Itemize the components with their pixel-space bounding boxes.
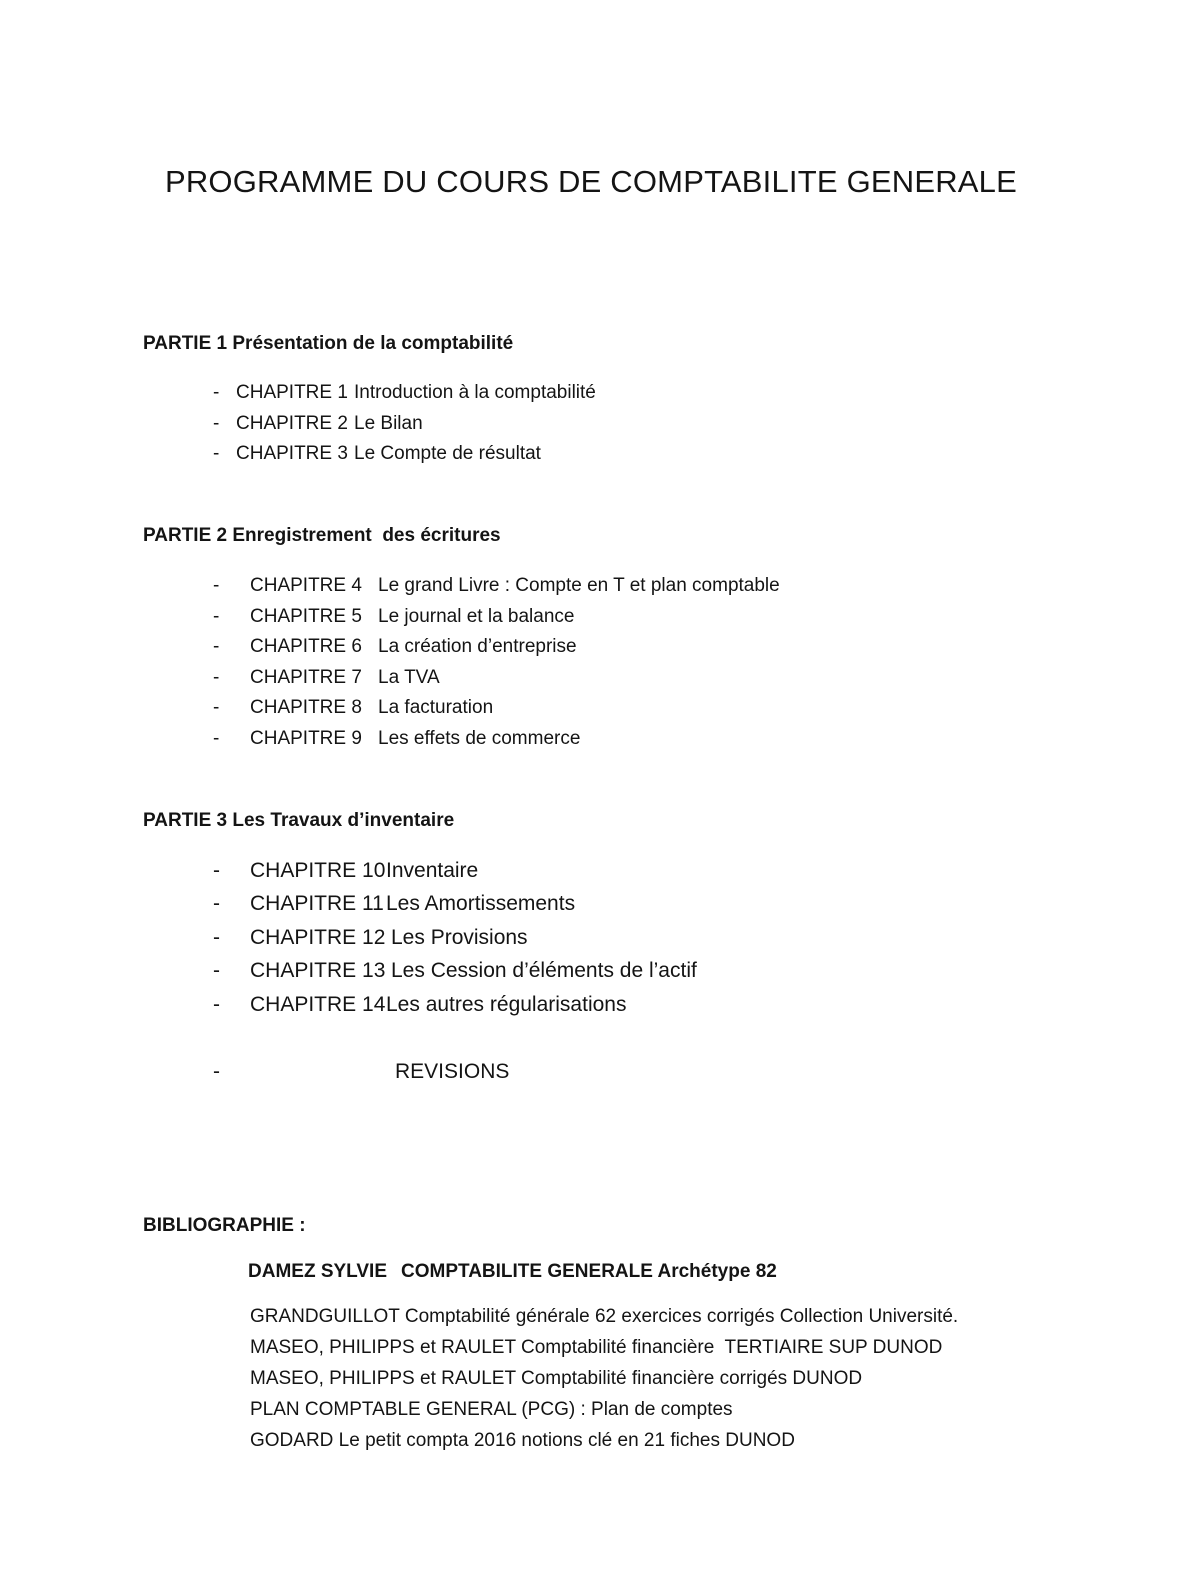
bibliography-item: GRANDGUILLOT Comptabilité générale 62 exercices corrigés Collection Université. [250,1306,959,1327]
chapter-number: CHAPITRE 14 [250,992,386,1016]
bibliography-item: GODARD Le petit compta 2016 notions clé en 21 fiches DUNOD [250,1430,795,1451]
chapter-title: Le Bilan [354,412,423,434]
list-dash: - [213,605,220,627]
chapter-number: CHAPITRE 13 [250,959,386,983]
revisions-label: REVISIONS [395,1060,510,1083]
list-dash: - [213,727,220,749]
chapter-number: CHAPITRE 6 [250,636,362,657]
main-title: COMPTABILITE GENERALE Archétype 82 [401,1261,777,1282]
bibliography-main-reference [248,1261,777,1283]
list-dash: - [213,959,220,983]
chapter-title: La création d’entreprise [378,636,577,657]
chapter-title: Les Cession d’éléments de l’actif [391,959,697,983]
bibliography-list [250,1306,958,1461]
chapter-title: Le grand Livre : Compte en T et plan comptable [378,575,780,596]
chapter-title: Les effets de commerce [378,727,581,749]
chapter-title: Le Compte de résultat [354,443,541,464]
part-2-heading: PARTIE 2 Enregistrement des écritures [143,525,501,546]
chapter-title: Les Amortissements [386,892,576,916]
chapter-number: CHAPITRE 5 [250,605,362,627]
chapter-title: La TVA [378,666,440,688]
main-author: DAMEZ SYLVIE [248,1261,387,1282]
chapter-number: CHAPITRE 8 [250,697,362,718]
part-1-heading: PARTIE 1 Présentation de la comptabilité [143,333,514,354]
chapter-title: La facturation [378,697,494,718]
list-dash: - [213,666,220,688]
chapter-title: Inventaire [386,859,479,882]
chapter-number: CHAPITRE 4 [250,575,362,596]
chapter-number: CHAPITRE 7 [250,666,362,688]
part-3-heading: PARTIE 3 Les Travaux d’inventaire [143,810,455,831]
bibliography-item: MASEO, PHILIPPS et RAULET Comptabilité financière corrigés DUNOD [250,1368,863,1389]
list-dash: - [213,1060,220,1083]
bibliography-heading: BIBLIOGRAPHIE : [143,1215,306,1236]
chapter-title: Introduction à la comptabilité [354,382,596,403]
list-dash: - [213,892,220,916]
page-title: PROGRAMME DU COURS DE COMPTABILITE GENERALE [164,164,1018,199]
bibliography-item: PLAN COMPTABLE GENERAL (PCG) : Plan de comptes [250,1399,733,1420]
list-dash: - [213,992,220,1016]
revisions-item [0,1060,600,1090]
chapter-number: CHAPITRE 2 [236,412,348,434]
list-dash: - [213,382,220,403]
chapter-number: CHAPITRE 1 [236,382,348,403]
chapter-number: CHAPITRE 3 [236,443,348,464]
list-dash: - [213,859,220,882]
list-dash: - [213,575,220,596]
chapter-number: CHAPITRE 11 [250,892,384,916]
chapter-title: Les autres régularisations [386,992,627,1016]
chapter-number: CHAPITRE 9 [250,727,362,749]
chapter-number: CHAPITRE 10 [250,859,386,882]
chapter-title: Les Provisions [391,925,528,949]
list-dash: - [213,443,220,464]
list-dash: - [213,412,220,434]
list-dash: - [213,697,220,718]
list-dash: - [213,925,220,949]
chapter-number: CHAPITRE 12 [250,925,386,949]
bibliography-item: MASEO, PHILIPPS et RAULET Comptabilité financière TERTIAIRE SUP DUNOD [250,1337,943,1358]
list-dash: - [213,636,220,657]
chapter-title: Le journal et la balance [378,605,575,627]
